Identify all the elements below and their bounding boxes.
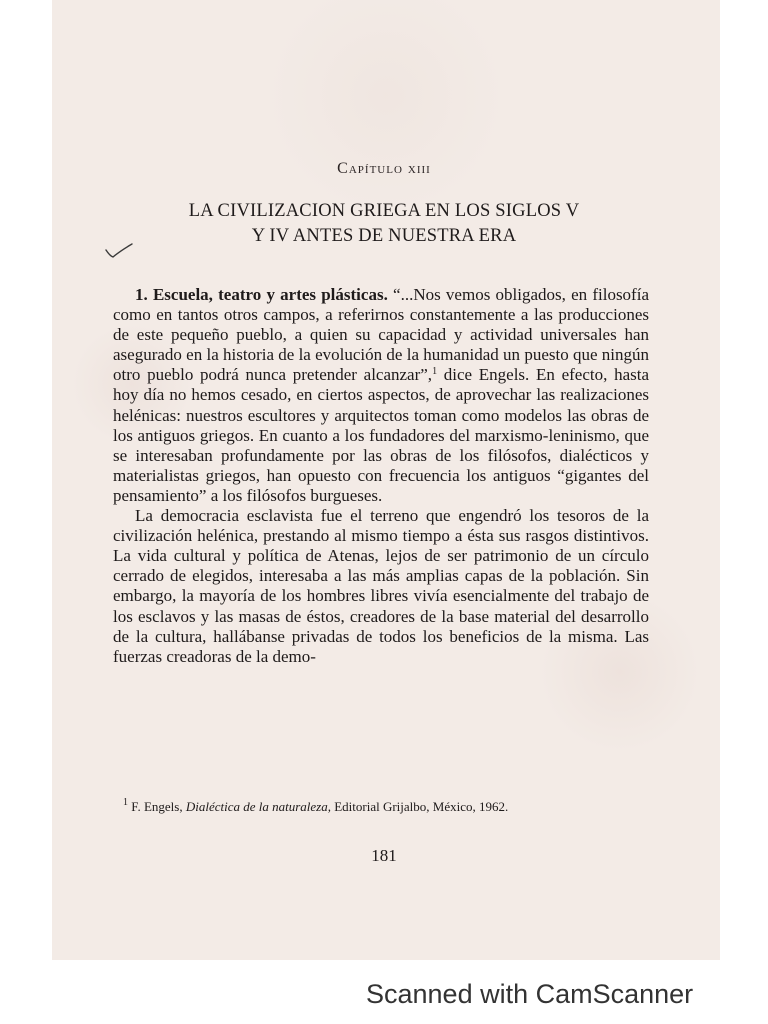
- page-number: 181: [371, 846, 397, 865]
- paragraph-2: La democracia esclavista fue el terreno que engendró los tesoros de la civilización helénica, prestando al mismo tiempo a ésta sus rasgos distintivos. La vida cultural y política de Atenas, lejos de ser patrimonio de un círculo cerrado de elegidos, interesaba a las más amplias capas de la población. Sin embargo, la mayoría de los hombres libres vivía esencialmente del trabajo de los esclavos y las masas de éstos, creadores de la base material del desarrollo de la cultura, hallábanse privadas de todos los beneficios de la misma. Las fuerzas creadoras de la demo-: [113, 506, 649, 666]
- paragraph-1-continuation: dice Engels. En efecto, hasta hoy día no hemos cesado, en ciertos aspectos, de aprovechar las realizaciones helénicas: nuestros escultores y arquitectos toman como modelos las obras de los antiguos griegos. En cuanto a los fundadores del marxismo-leninismo, que se interesaban profundamente por las obras de los filósofos, dialécticos y materialistas griegos, han opuesto con frecuencia los antiguos “gigantes del pensamiento” a los filósofos burgueses.: [113, 365, 649, 505]
- footnote-work-title: Dialéctica de la naturaleza,: [185, 799, 331, 814]
- footnote-reference: 1: [432, 366, 438, 378]
- paragraph-1: [113, 285, 649, 506]
- section-heading: 1. Escuela, teatro y artes plásticas.: [135, 285, 388, 304]
- scanner-watermark: Scanned with CamScanner: [366, 979, 694, 1009]
- chapter-title-line-2: Y IV ANTES DE NUESTRA ERA: [251, 226, 517, 246]
- chapter-title-line-1: LA CIVILIZACION GRIEGA EN LOS SIGLOS V: [188, 201, 580, 221]
- footnote: [113, 799, 649, 815]
- footnote-author: F. Engels,: [128, 799, 186, 814]
- paragraph-1-quote: “...Nos vemos obligados, en filosofía como en tantos otros campos, a referirnos constantemente a las producciones de este pequeño pueblo, a quien su capacidad y actividad universales han asegurado en la historia de la evolución de la humanidad un puesto que ningún otro pueblo podrá nunca pretender alcanzar”,: [113, 285, 649, 385]
- pen-check-mark-icon: [104, 242, 134, 260]
- chapter-heading: Capítulo xiii: [337, 160, 431, 177]
- body-text: [113, 285, 649, 667]
- footnote-publisher: Editorial Grijalbo, México, 1962.: [330, 799, 509, 814]
- footnote-number: 1: [123, 797, 128, 808]
